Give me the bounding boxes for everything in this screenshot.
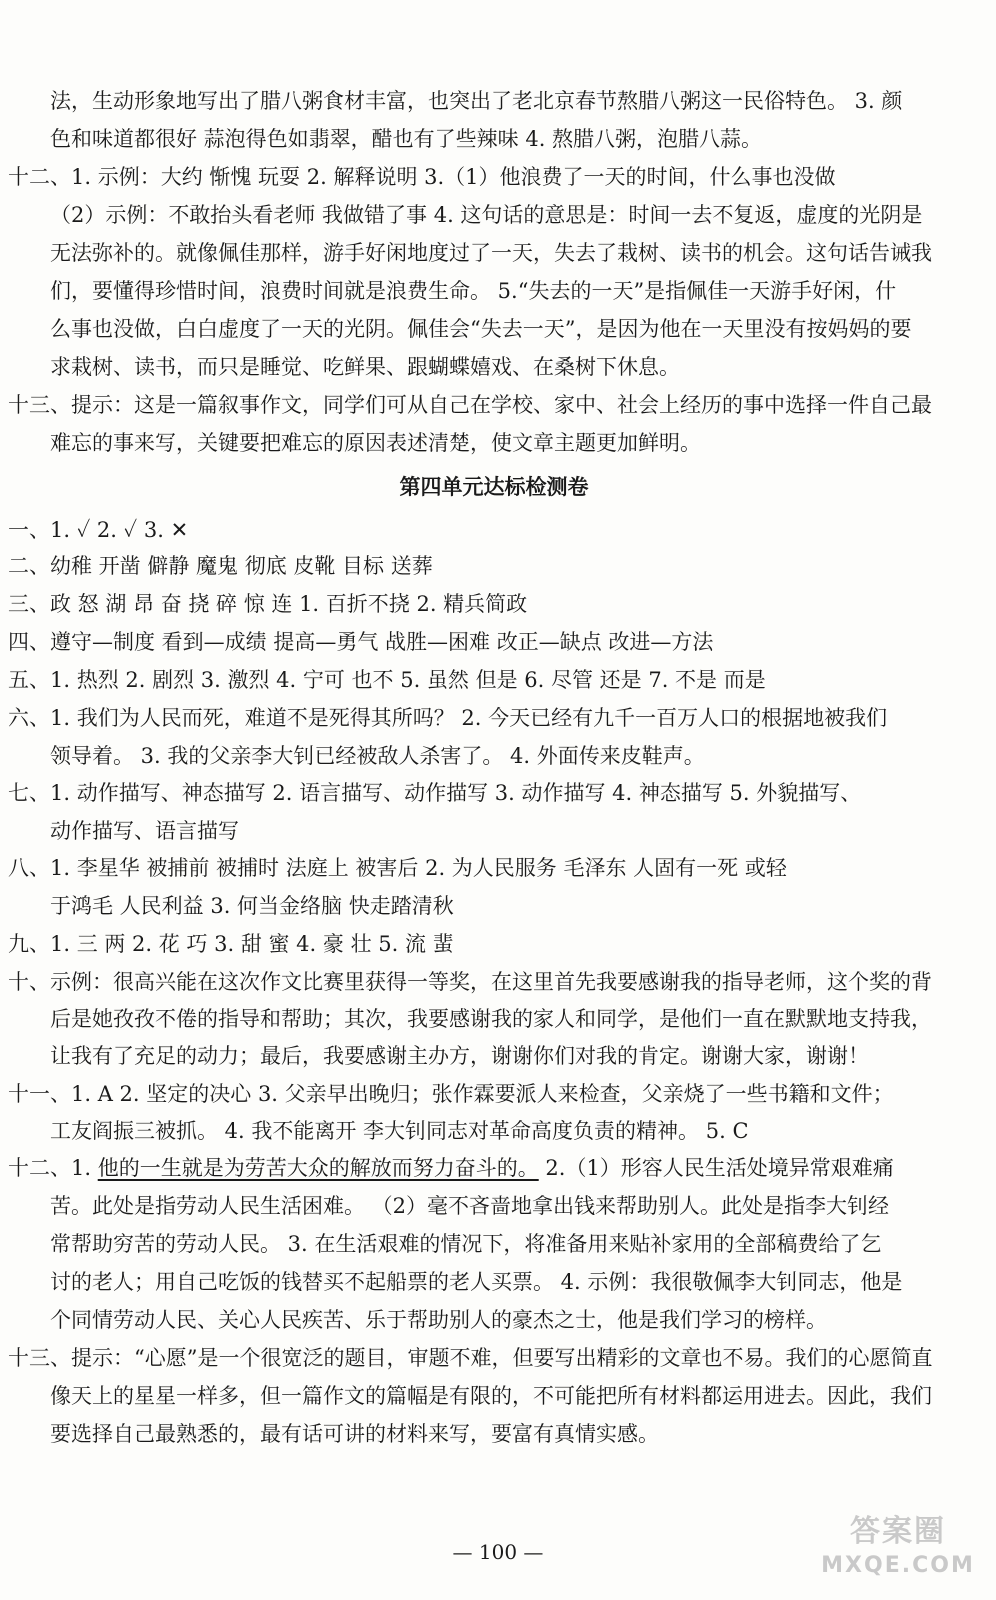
text-line: （2）示例：不敢抬头看老师 我做错了事 4. 这句话的意思是：时间一去不复返，虚度的光阴是 — [50, 203, 923, 227]
underlined-answer: 他的一生就是为劳苦大众的解放而努力奋斗的。 — [97, 1156, 539, 1180]
question-label: 十二、1. — [8, 1156, 98, 1180]
text-line: 色和味道都很好 蒜泡得色如翡翠，醋也有了些辣味 4. 熬腊八粥，泡腊八蒜。 — [50, 127, 763, 151]
section-title: 第四单元达标检测卷 — [399, 474, 589, 499]
text-line: 难忘的事来写，关键要把难忘的原因表述清楚，使文章主题更加鲜明。 — [50, 431, 701, 455]
text-line: 十三、提示：这是一篇叙事作文，同学们可从自己在学校、家中、社会上经历的事中选择一件自己最 — [8, 393, 932, 417]
text-line: 四、遵守—制度 看到—成绩 提高—勇气 战胜—困难 改正—缺点 改进—方法 — [8, 630, 714, 654]
text-line: 二、幼稚 开凿 僻静 魔鬼 彻底 皮靴 目标 送葬 — [8, 554, 433, 578]
text-line: 五、1. 热烈 2. 剧烈 3. 激烈 4. 宁可 也不 5. 虽然 但是 6. 尽管 还是 7. 不是 而是 — [8, 668, 766, 692]
watermark-text-en: MXQE.COM — [821, 1553, 975, 1578]
page-number: — 100 — — [452, 1540, 544, 1564]
text-line: 无法弥补的。就像佩佳那样，游手好闲地度过了一天，失去了栽树、读书的机会。这句话告诫我 — [50, 241, 932, 265]
text-line: 么事也没做，白白虚度了一天的光阴。佩佳会“失去一天”，是因为他在一天里没有按妈妈的要 — [50, 317, 912, 341]
text-fragment: 2.（1）形容人民生活处境异常艰难痛 — [545, 1156, 894, 1180]
text-line: 苦。此处是指劳动人民生活困难。 （2）毫不吝啬地拿出钱来帮助别人。此处是指李大钊经 — [50, 1194, 890, 1218]
text-line: 三、政 怒 湖 昂 奋 挠 碎 惊 连 1. 百折不挠 2. 精兵简政 — [8, 592, 528, 616]
watermark-text-zh: 答案圈 — [850, 1514, 946, 1549]
text-line: 个同情劳动人民、关心人民疾苦、乐于帮助别人的豪杰之士，他是我们学习的榜样。 — [50, 1308, 827, 1332]
text-line: 十一、1. A 2. 坚定的决心 3. 父亲早出晚归；张作霖要派人来检查，父亲烧了一些书籍和文件； — [8, 1082, 894, 1106]
text-line: 七、1. 动作描写、神态描写 2. 语言描写、动作描写 3. 动作描写 4. 神态描写 5. 外貌描写、 — [8, 781, 862, 805]
text-line: 九、1. 三 两 2. 花 巧 3. 甜 蜜 4. 豪 壮 5. 流 蜚 — [8, 932, 454, 956]
watermark-logo — [814, 1512, 982, 1590]
text-line — [8, 1153, 980, 1183]
text-line: 讨的老人；用自己吃饭的钱替买不起船票的老人买票。 4. 示例：我很敬佩李大钊同志，他是 — [50, 1270, 903, 1294]
text-line: 工友阎振三被抓。 4. 我不能离开 李大钊同志对革命高度负责的精神。 5. C — [50, 1119, 749, 1143]
text-line: 法，生动形象地写出了腊八粥食材丰富，也突出了老北京春节熬腊八粥这一民俗特色。 3. 颜 — [50, 89, 903, 113]
text-line: 领导着。 3. 我的父亲李大钊已经被敌人杀害了。 4. 外面传来皮鞋声。 — [50, 744, 705, 768]
text-line: 动作描写、语言描写 — [50, 819, 239, 843]
text-line: 像天上的星星一样多，但一篇作文的篇幅是有限的，不可能把所有材料都运用进去。因此，我们 — [50, 1384, 932, 1408]
text-line: 常帮助穷苦的劳动人民。 3. 在生活艰难的情况下，将准备用来贴补家用的全部稿费给了乞 — [50, 1232, 882, 1256]
text-line: 求栽树、读书，而只是睡觉、吃鲜果、跟蝴蝶嬉戏、在桑树下休息。 — [50, 355, 680, 379]
text-line: 八、1. 李星华 被捕前 被捕时 法庭上 被害后 2. 为人民服务 毛泽东 人固有一死 或轻 — [8, 856, 787, 880]
text-line: 一、1. ✓ 2. ✓ 3. ✕ — [8, 518, 189, 542]
text-line: 让我有了充足的动力；最后，我要感谢主办方，谢谢你们对我的肯定。谢谢大家，谢谢！ — [50, 1044, 869, 1068]
text-line: 十、示例：很高兴能在这次作文比赛里获得一等奖，在这里首先我要感谢我的指导老师，这个奖的背 — [8, 970, 932, 994]
text-line: 于鸿毛 人民利益 3. 何当金络脑 快走踏清秋 — [50, 894, 454, 918]
text-line: 十二、1. 示例：大约 惭愧 玩耍 2. 解释说明 3.（1）他浪费了一天的时间，什么事也没做 — [8, 165, 836, 189]
text-line: 们，要懂得珍惜时间，浪费时间就是浪费生命。 5.“失去的一天”是指佩佳一天游手好闲，什 — [50, 279, 897, 303]
text-line: 要选择自己最熟悉的，最有话可讲的材料来写，要富有真情实感。 — [50, 1422, 659, 1446]
text-line: 后是她孜孜不倦的指导和帮助；其次，我要感谢我的家人和同学，是他们一直在默默地支持我， — [50, 1007, 932, 1031]
text-line: 六、1. 我们为人民而死，难道不是死得其所吗？ 2. 今天已经有九千一百万人口的根据地被我们 — [8, 706, 888, 730]
text-line: 十三、提示：“心愿”是一个很宽泛的题目，审题不难，但要写出精彩的文章也不易。我们的心愿简直 — [8, 1346, 933, 1370]
